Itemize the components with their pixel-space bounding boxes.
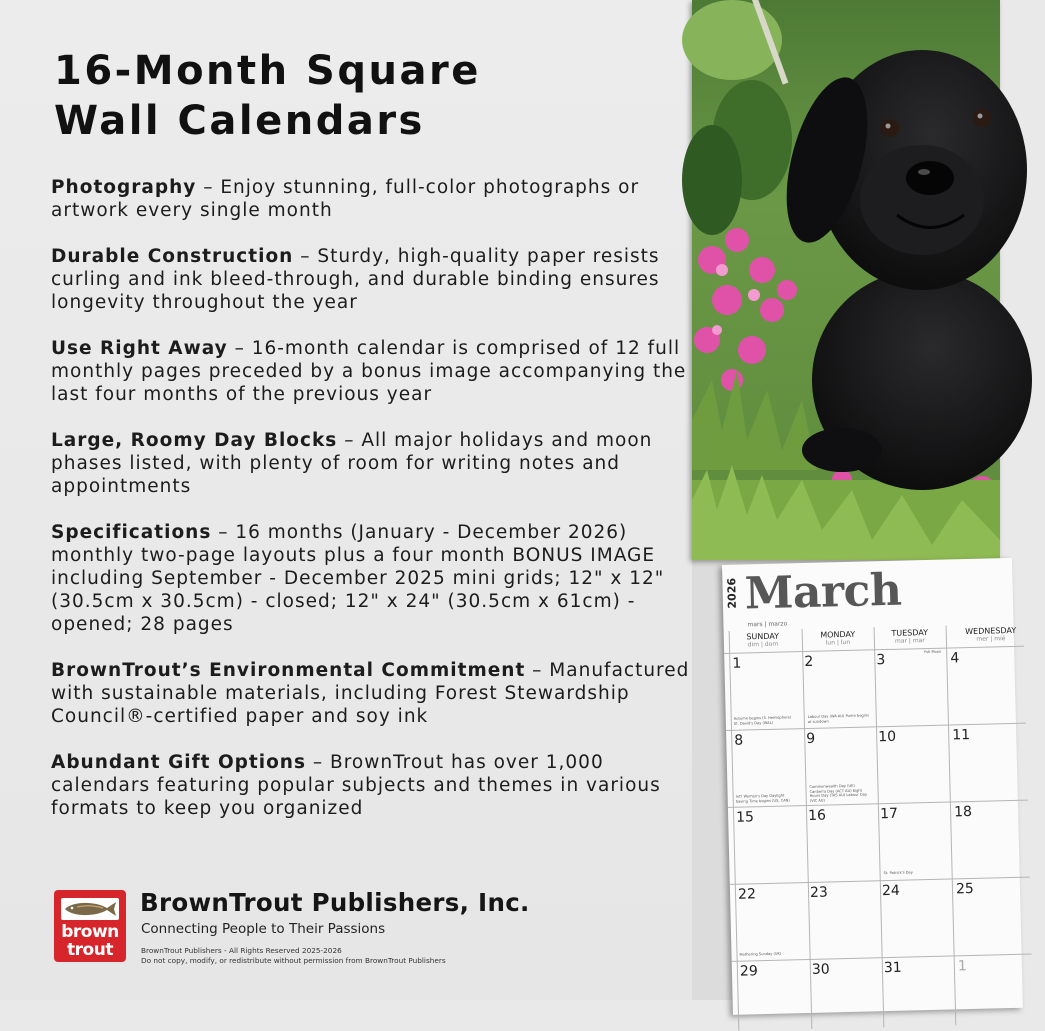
day-number: 10 <box>878 728 897 746</box>
copy-notice-line: Do not copy, modify, or redistribute without permission from BrownTrout Publishers <box>141 956 446 965</box>
weekday-name: MONDAY <box>820 629 856 640</box>
feature-heading: Photography <box>51 177 197 198</box>
weekday-sub: mar | mar <box>894 637 925 645</box>
grid-line <box>946 626 960 1026</box>
day-number: 9 <box>806 730 816 747</box>
weekday-name: TUESDAY <box>891 627 929 638</box>
browntrout-logo <box>54 890 126 962</box>
day-number: 31 <box>883 959 902 977</box>
feature-durable-construction <box>51 245 691 314</box>
grid-line <box>874 627 885 1027</box>
day-number: 15 <box>735 809 755 826</box>
day-number: 16 <box>807 807 827 824</box>
holiday-note: Autumn begins (S. Hemisphere) St. David's Day (WAL) <box>733 715 792 726</box>
trout-icon <box>61 898 119 920</box>
day-number-next-month: 1 <box>957 958 967 975</box>
publisher-tagline: Connecting People to Their Passions <box>141 921 386 937</box>
feature-text: – 16 months (January - December 2026) monthly two-page layouts plus a four month BONUS IMAGE including September - December 2025 mini grids; 12" x 12" (30.5cm x 30.5cm) - closed; 12" x 24" (30.5cm x 61cm) - opened; 28 pages <box>51 522 665 635</box>
weekday-name: WEDNESDAY <box>965 625 1017 637</box>
feature-photography <box>51 176 691 222</box>
weekday-header-sunday <box>724 631 802 649</box>
holiday-note: Labour Day (WA AU) Purim begins at sundown <box>807 713 870 724</box>
feature-text: – 16-month calendar is comprised of 12 full monthly pages preceded by a bonus image accompanying the last four months of the previous year <box>51 338 687 405</box>
feature-day-blocks <box>51 429 691 498</box>
weekday-header-wednesday <box>946 625 1036 643</box>
puppy-image <box>692 0 1000 560</box>
feature-text: – Manufactured with sustainable materials, including Forest Stewardship Council®-certified paper and soy ink <box>51 660 690 727</box>
calendar-month-translations: mars | marzo <box>747 620 788 629</box>
day-number: 2 <box>804 653 814 671</box>
rights-notice <box>141 946 446 966</box>
weekday-name: SUNDAY <box>746 631 780 642</box>
feature-heading: Abundant Gift Options <box>51 752 306 773</box>
day-number: 29 <box>739 963 758 980</box>
rights-line: BrownTrout Publishers - All Rights Reserved 2025-2026 <box>141 946 342 955</box>
grid-line <box>802 629 816 1029</box>
day-number: 30 <box>811 961 830 978</box>
title-line-1: 16-Month Square <box>54 48 481 94</box>
day-number: 18 <box>953 803 973 821</box>
feature-text: – All major holidays and moon phases listed, with plenty of room for writing notes and appointments <box>51 430 653 497</box>
feature-specifications <box>51 521 691 636</box>
moon-phase-note: Full Moon <box>924 649 942 655</box>
feature-heading: Use Right Away <box>51 338 228 359</box>
weekday-header-tuesday <box>874 628 946 646</box>
holiday-note: Commonwealth Day (UK) Canberra Day (ACT AU) Eight Hours Day (TAS AU) Labour Day (VIC AU) <box>809 783 868 803</box>
day-number: 1 <box>732 655 742 672</box>
day-number: 23 <box>809 884 829 901</box>
day-number: 25 <box>955 880 975 898</box>
weekday-header-monday <box>802 629 874 647</box>
holiday-note: Mothering Sunday (UK) <box>739 951 782 957</box>
feature-heading: Durable Construction <box>51 246 294 267</box>
feature-use-right-away <box>51 337 691 406</box>
weekday-sub: mer | mié <box>976 635 1006 643</box>
calendar-page <box>722 558 1023 1015</box>
logo-line-2: trout <box>67 940 113 960</box>
feature-list <box>51 176 691 843</box>
feature-text: – Enjoy stunning, full-color photographs or artwork every single month <box>51 177 640 221</box>
feature-gift-options <box>51 751 691 820</box>
feature-heading: Specifications <box>51 522 212 543</box>
feature-text: – BrownTrout has over 1,000 calendars featuring popular subjects and themes in various formats to keep you organized <box>51 752 661 819</box>
weekday-sub: lun | lun <box>825 638 851 647</box>
calendar-month: March <box>744 564 902 620</box>
holiday-note: St. Patrick's Day <box>883 870 913 876</box>
day-number: 24 <box>881 882 901 900</box>
weekday-sub: dim | dom <box>747 640 779 649</box>
publisher-name: BrownTrout Publishers, Inc. <box>140 888 530 917</box>
feature-heading: Large, Roomy Day Blocks <box>51 430 338 451</box>
holiday-note: Int'l Women's Day Daylight Saving Time begins (US, CAN) <box>735 793 790 804</box>
feature-environmental <box>51 659 691 728</box>
calendar-preview <box>692 0 1017 1000</box>
day-number: 4 <box>950 650 960 667</box>
logo-text <box>54 923 126 959</box>
day-number: 22 <box>737 886 757 903</box>
day-number: 17 <box>879 805 899 823</box>
calendar-year: 2026 <box>725 577 739 609</box>
grid-line <box>729 631 740 1031</box>
feature-text: – Sturdy, high-quality paper resists curling and ink bleed-through, and durable binding ensures longevity throughout the year <box>51 246 660 313</box>
logo-line-1: brown <box>61 922 119 942</box>
puppy-photo <box>692 0 1000 560</box>
feature-heading: BrownTrout’s Environmental Commitment <box>51 660 526 681</box>
page-title <box>54 46 481 146</box>
day-number: 8 <box>734 732 744 749</box>
day-number: 11 <box>952 726 971 744</box>
title-line-2: Wall Calendars <box>54 98 425 144</box>
day-number: 3 <box>876 652 886 669</box>
publisher-footer <box>54 890 694 980</box>
